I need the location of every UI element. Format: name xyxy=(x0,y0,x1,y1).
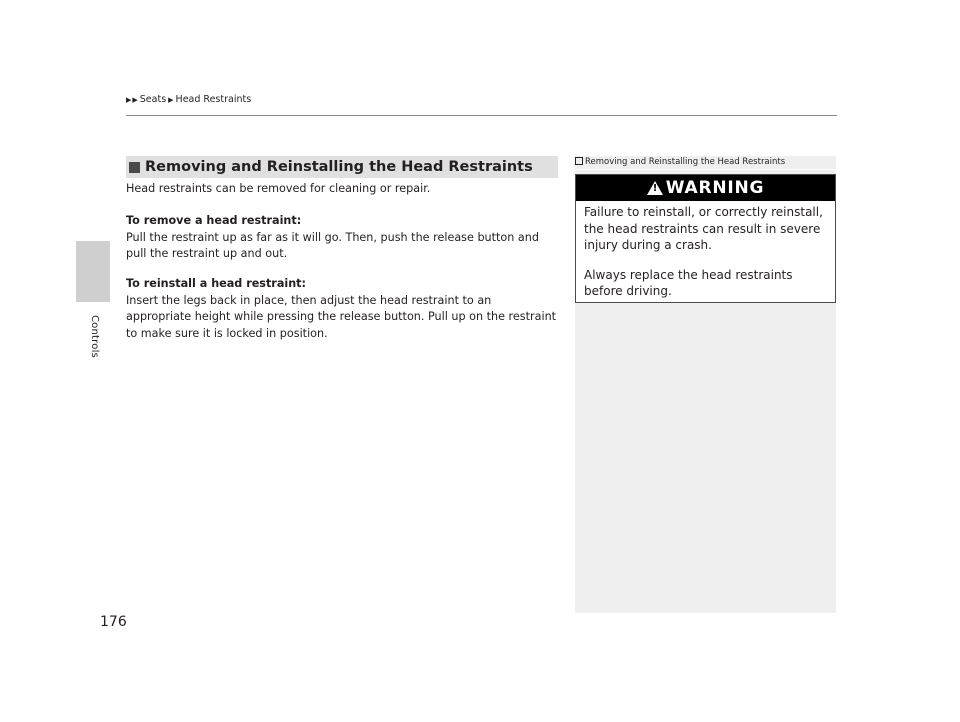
warning-paragraph: Failure to reinstall, or correctly reinstall, the head restraints can result in severe injury during a crash. xyxy=(584,205,823,252)
warning-header xyxy=(576,175,835,201)
remove-body: Pull the restraint up as far as it will go. Then, push the release button and pull the restraint up and out. xyxy=(126,230,539,260)
triangle-right-icon: ▶ xyxy=(168,95,174,104)
breadcrumb-item-head-restraints[interactable]: Head Restraints xyxy=(175,94,252,105)
warning-triangle-icon xyxy=(647,181,663,195)
breadcrumb-item-seats[interactable]: Seats xyxy=(139,94,167,105)
reference-title-row xyxy=(575,157,836,167)
section-heading xyxy=(126,156,558,178)
section-tab-label: Controls xyxy=(89,315,100,358)
square-marker-icon xyxy=(129,162,140,173)
reinstall-title: To reinstall a head restraint: xyxy=(126,277,306,290)
reference-square-icon xyxy=(575,157,583,165)
reinstall-instructions xyxy=(126,276,558,342)
intro-text: Head restraints can be removed for cleaning or repair. xyxy=(126,182,431,195)
warning-text xyxy=(576,201,835,300)
reinstall-body: Insert the legs back in place, then adjust the head restraint to an appropriate height while pressing the release button. Pull up on the restraint to make sure it is locked in position. xyxy=(126,293,557,340)
triangle-right-icon: ▶ xyxy=(126,95,132,104)
remove-title: To remove a head restraint: xyxy=(126,214,302,227)
warning-box xyxy=(575,174,836,303)
intro-paragraph xyxy=(126,181,558,198)
triangle-right-icon: ▶ xyxy=(132,95,138,104)
header-divider xyxy=(126,115,837,116)
remove-instructions xyxy=(126,213,558,263)
warning-label: WARNING xyxy=(665,178,765,198)
reference-divider xyxy=(575,169,836,170)
section-tab xyxy=(76,241,110,302)
section-heading-text: Removing and Reinstalling the Head Restraints xyxy=(145,159,533,175)
reference-title: Removing and Reinstalling the Head Restraints xyxy=(585,157,786,167)
breadcrumb xyxy=(126,94,251,105)
warning-paragraph: Always replace the head restraints before driving. xyxy=(584,267,793,298)
page-number: 176 xyxy=(100,614,127,630)
